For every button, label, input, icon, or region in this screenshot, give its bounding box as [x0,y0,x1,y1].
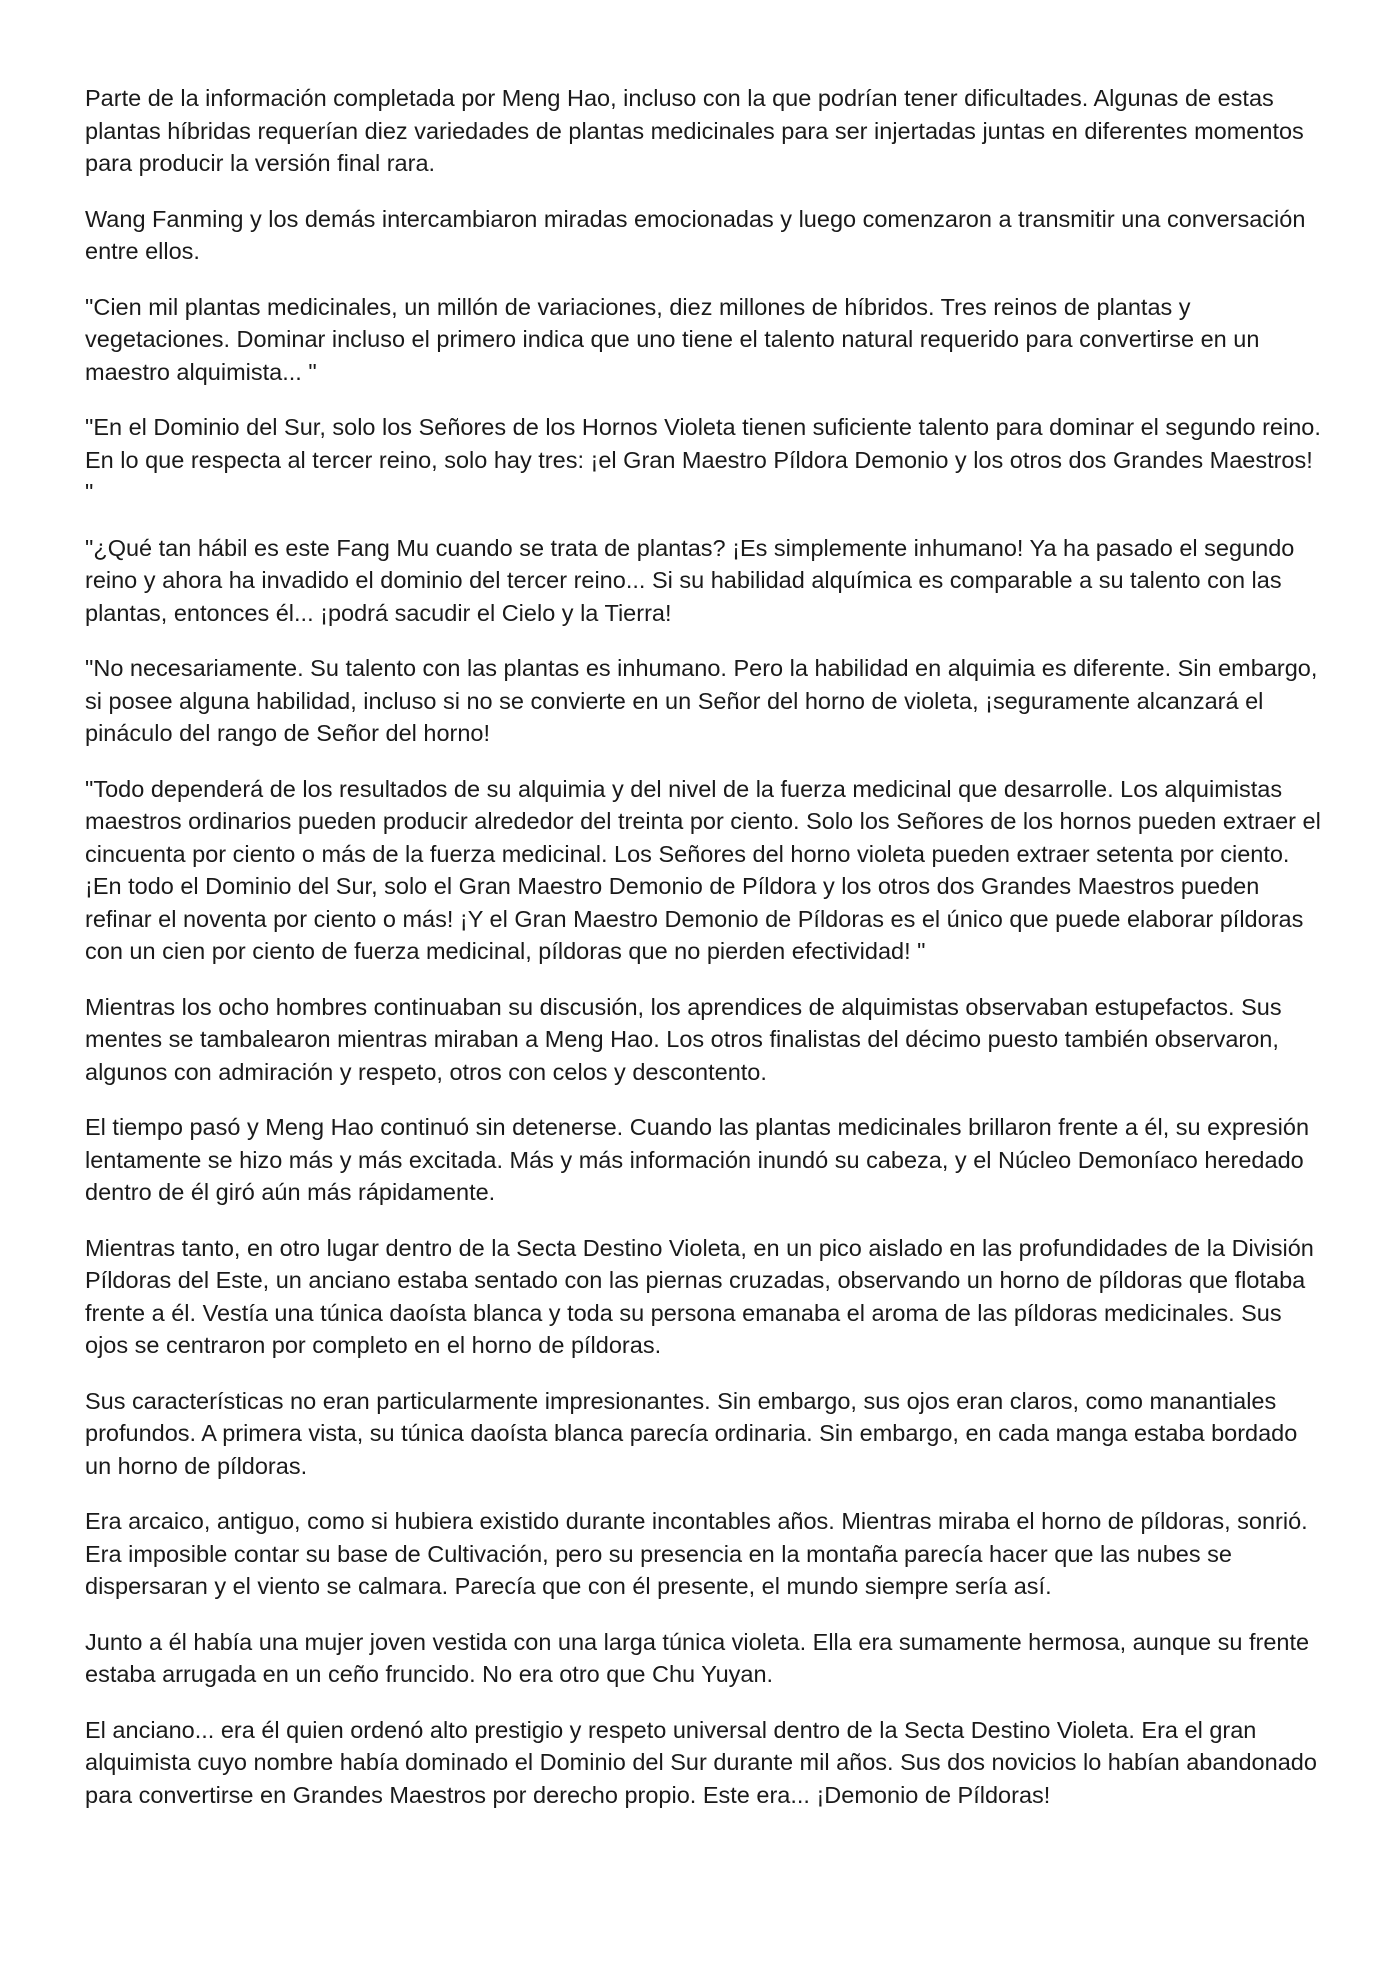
paragraph-14: El anciano... era él quien ordenó alto prestigio y respeto universal dentro de la Secta Destino Violeta. Era el gran alquimista cuyo nombre había dominado el Dominio del Sur durante mil años. Sus dos novicios lo habían abandonado para convertirse en Grandes Maestros por derecho propio. Este era... ¡Demonio de Píldoras! [85,1716,1317,1808]
paragraph-13: Junto a él había una mujer joven vestida con una larga túnica violeta. Ella era sumamente hermosa, aunque su frente estaba arrugada en un ceño fruncido. No era otro que Chu Yuyan. [85,1628,1310,1687]
paragraph-3: "Cien mil plantas medicinales, un millón de variaciones, diez millones de híbridos. Tres reinos de plantas y vegetaciones. Dominar incluso el primero indica que uno tiene el talento natural requerido para convertirse en un maestro alquimista... " [85,293,1260,385]
paragraph-1: Parte de la información completada por Meng Hao, incluso con la que podrían tener dificultades. Algunas de estas plantas híbridas requerían diez variedades de plantas medicinales para ser injertadas juntas en diferentes momentos para producir la versión final rara. [85,85,1304,176]
paragraph-11: Sus características no eran particularmente impresionantes. Sin embargo, sus ojos eran claros, como manantiales profundos. A primera vista, su túnica daoísta blanca parecía ordinaria. Sin embargo, en cada manga estaba bordado un horno de píldoras. [85,1387,1298,1479]
paragraph-5: "¿Qué tan hábil es este Fang Mu cuando se trata de plantas? ¡Es simplemente inhumano! Ya ha pasado el segundo reino y ahora ha invadido el dominio del tercer reino... Si su habilidad alquímica es comparable a su talento con las plantas, entonces él... ¡podrá sacudir el Cielo y la Tierra! [85,534,1295,626]
paragraph-2: Wang Fanming y los demás intercambiaron miradas emocionadas y luego comenzaron a transmitir una conversación entre ellos. [85,205,1306,264]
paragraph-7: "Todo dependerá de los resultados de su alquimia y del nivel de la fuerza medicinal que desarrolle. Los alquimistas maestros ordinarios pueden producir alrededor del treinta por ciento. Solo los Señores de los hornos pueden extraer el cincuenta por ciento o más de la fuerza medicinal. Los Señores del horno violeta pueden extraer setenta por ciento. ¡En todo el Dominio del Sur, solo el Gran Maestro Demonio de Píldora y los otros dos Grandes Maestros pueden refinar el noventa por ciento o más! ¡Y el Gran Maestro Demonio de Píldoras es el único que puede elaborar píldoras con un cien por ciento de fuerza medicinal, píldoras que no pierden efectividad! " [85,775,1321,964]
document-page [85,82,1325,1834]
paragraph-4: "En el Dominio del Sur, solo los Señores de los Hornos Violeta tienen suficiente talento para dominar el segundo reino. En lo que respecta al tercer reino, solo hay tres: ¡el Gran Maestro Píldora Demonio y los otros dos Grandes Maestros! " [85,414,1321,505]
paragraph-6: "No necesariamente. Su talento con las plantas es inhumano. Pero la habilidad en alquimia es diferente. Sin embargo, si posee alguna habilidad, incluso si no se convierte en un Señor del horno de violeta, ¡seguramente alcanzará el pináculo del rango de Señor del horno! [85,655,1318,746]
paragraph-10: Mientras tanto, en otro lugar dentro de la Secta Destino Violeta, en un pico aislado en las profundidades de la División Píldoras del Este, un anciano estaba sentado con las piernas cruzadas, observando un horno de píldoras que flotaba frente a él. Vestía una túnica daoísta blanca y toda su persona emanaba el aroma de las píldoras medicinales. Sus ojos se centraron por completo en el horno de píldoras. [85,1234,1314,1358]
paragraph-12: Era arcaico, antiguo, como si hubiera existido durante incontables años. Mientras miraba el horno de píldoras, sonrió. Era imposible contar su base de Cultivación, pero su presencia en la montaña parecía hacer que las nubes se dispersaran y el viento se calmara. Parecía que con él presente, el mundo siempre sería así. [85,1508,1308,1599]
paragraph-9: El tiempo pasó y Meng Hao continuó sin detenerse. Cuando las plantas medicinales brillaron frente a él, su expresión lentamente se hizo más y más excitada. Más y más información inundó su cabeza, y el Núcleo Demoníaco heredado dentro de él giró aún más rápidamente. [85,1114,1310,1205]
paragraph-8: Mientras los ocho hombres continuaban su discusión, los aprendices de alquimistas observaban estupefactos. Sus mentes se tambalearon mientras miraban a Meng Hao. Los otros finalistas del décimo puesto también observaron, algunos con admiración y respeto, otros con celos y descontento. [85,993,1282,1085]
